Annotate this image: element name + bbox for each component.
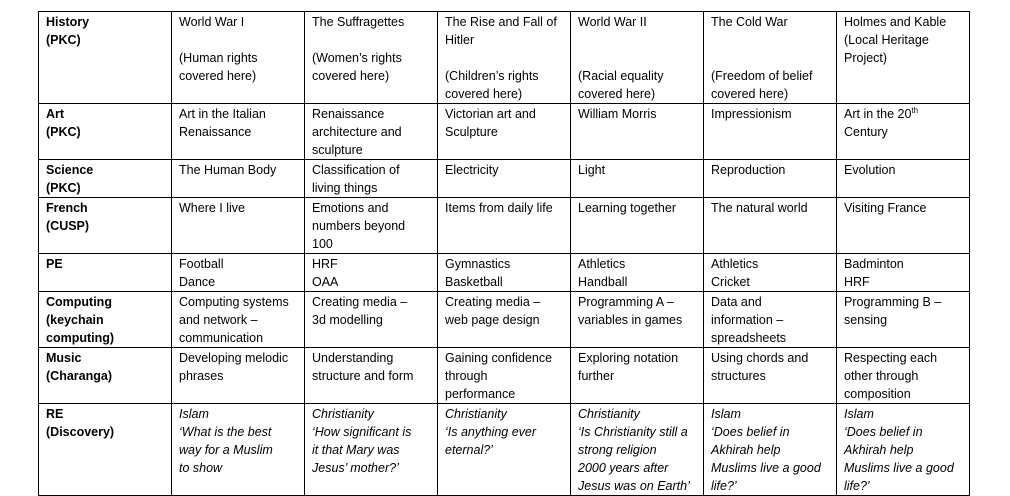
topic-cell: [172, 104, 305, 160]
topic-text-line: Christianity: [578, 407, 640, 421]
topic-text-line: [578, 49, 699, 67]
topic-cell: [305, 160, 438, 198]
table-row: [39, 104, 970, 160]
topic-text-line: Respecting each: [844, 351, 938, 365]
topic-text-line: Exploring notation: [578, 351, 679, 365]
topic-text-line: Cricket: [711, 275, 750, 289]
topic-cell: [704, 160, 837, 198]
topic-text-line: covered here): [711, 87, 789, 101]
topic-text-line: (Local Heritage: [844, 33, 929, 47]
topic-text-line: sculpture: [312, 143, 363, 157]
subject-cell: [39, 348, 172, 404]
topic-cell: [305, 404, 438, 496]
topic-cell: [172, 292, 305, 348]
topic-cell: [172, 160, 305, 198]
topic-cell: [438, 160, 571, 198]
topic-cell: [571, 104, 704, 160]
topic-text-line: [312, 31, 433, 49]
topic-cell: [571, 160, 704, 198]
topic-text-line: performance: [445, 387, 516, 401]
topic-text-line: communication: [179, 331, 264, 345]
topic-cell: [438, 254, 571, 292]
topic-text-line: Islam: [179, 407, 209, 421]
topic-text-line: ‘How significant is: [312, 425, 412, 439]
topic-cell: [837, 160, 970, 198]
subject-label-line: (CUSP): [46, 219, 90, 233]
subject-label-line: (PKC): [46, 125, 81, 139]
topic-text-line: (Women’s rights: [312, 51, 402, 65]
topic-text-line: Gymnastics: [445, 257, 511, 271]
topic-text-line: Christianity: [312, 407, 374, 421]
topic-cell: [704, 254, 837, 292]
topic-text-line: ‘Does belief in: [711, 425, 790, 439]
topic-text-line: ‘Is anything ever: [445, 425, 537, 439]
topic-text-line: Gaining confidence: [445, 351, 553, 365]
subject-label-line: French: [46, 201, 88, 215]
topic-cell: [704, 292, 837, 348]
ordinal-superscript: th: [911, 105, 919, 115]
topic-cell: [305, 198, 438, 254]
topic-text-line: architecture and: [312, 125, 402, 139]
subject-cell: [39, 160, 172, 198]
subject-label-line: (PKC): [46, 181, 81, 195]
topic-text-line: Akhirah help: [844, 443, 914, 457]
topic-text-line: Jesus’ mother?’: [312, 461, 399, 475]
subject-cell: [39, 198, 172, 254]
topic-text-line: eternal?’: [445, 443, 493, 457]
topic-text-line: OAA: [312, 275, 339, 289]
topic-text-line: 2000 years after: [578, 461, 669, 475]
table-row: [39, 12, 970, 104]
topic-text-line: spreadsheets: [711, 331, 787, 345]
topic-text-line: The Suffragettes: [312, 15, 405, 29]
topic-text-line: further: [578, 369, 615, 383]
topic-text-line: The Human Body: [179, 163, 277, 177]
topic-cell: [305, 254, 438, 292]
topic-text-line: Where I live: [179, 201, 245, 215]
topic-cell: [438, 348, 571, 404]
topic-cell: [837, 254, 970, 292]
subject-label-line: History: [46, 15, 90, 29]
topic-cell: [704, 12, 837, 104]
topic-text-line: Athletics: [711, 257, 759, 271]
topic-text-line: through: [445, 369, 488, 383]
topic-text-line: Light: [578, 163, 606, 177]
topic-text-line: The Rise and Fall of: [445, 15, 557, 29]
topic-text-line: Badminton: [844, 257, 904, 271]
subject-label-line: computing): [46, 331, 115, 345]
topic-text-line: Learning together: [578, 201, 676, 215]
topic-cell: [438, 404, 571, 496]
subject-label-line: (PKC): [46, 33, 81, 47]
topic-cell: [837, 292, 970, 348]
topic-text-line: sensing: [844, 313, 888, 327]
topic-text-line: [711, 31, 832, 49]
topic-text: Art in the 20: [844, 107, 912, 121]
curriculum-table: [38, 11, 970, 496]
subject-cell: [39, 254, 172, 292]
subject-label-line: (Charanga): [46, 369, 112, 383]
topic-text-line: [445, 49, 566, 67]
topic-text-line: Muslims live a good: [844, 461, 954, 475]
table-row: [39, 348, 970, 404]
topic-text-line: Understanding: [312, 351, 394, 365]
topic-cell: [438, 12, 571, 104]
topic-text-line: [578, 31, 699, 49]
subject-label-line: PE: [46, 257, 63, 271]
topic-text-line: Programming B –: [844, 295, 942, 309]
topic-cell: [837, 104, 970, 160]
table-row: [39, 404, 970, 496]
topic-text-line: Project): [844, 51, 888, 65]
topic-text-line: information –: [711, 313, 784, 327]
topic-cell: [571, 292, 704, 348]
topic-text-line: (Human rights: [179, 51, 258, 65]
topic-text-line: covered here): [445, 87, 523, 101]
topic-text-line: Hitler: [445, 33, 475, 47]
topic-text-line: Handball: [578, 275, 628, 289]
topic-text-line: World War II: [578, 15, 647, 29]
table-row: [39, 254, 970, 292]
topic-cell: [704, 404, 837, 496]
topic-text-line: Renaissance: [312, 107, 385, 121]
topic-text-line: The Cold War: [711, 15, 788, 29]
topic-cell: [172, 348, 305, 404]
topic-cell: [704, 198, 837, 254]
topic-text-line: Data and: [711, 295, 762, 309]
topic-text-line: Electricity: [445, 163, 499, 177]
topic-text-line: covered here): [179, 69, 257, 83]
topic-cell: [704, 104, 837, 160]
topic-text-line: ‘Does belief in: [844, 425, 923, 439]
topic-cell: [172, 12, 305, 104]
topic-text-line: Emotions and: [312, 201, 389, 215]
topic-text-line: Computing systems: [179, 295, 289, 309]
topic-text-line: Developing melodic: [179, 351, 289, 365]
topic-text-line: Islam: [711, 407, 741, 421]
topic-text-line: Classification of: [312, 163, 400, 177]
curriculum-table-body: [39, 12, 970, 496]
topic-text-line: Athletics: [578, 257, 626, 271]
topic-cell: [837, 348, 970, 404]
topic-text-line: World War I: [179, 15, 245, 29]
topic-cell: [172, 198, 305, 254]
topic-text-line: Reproduction: [711, 163, 786, 177]
topic-text-line: Holmes and Kable: [844, 15, 947, 29]
topic-text-line: 100: [312, 237, 333, 251]
topic-text-line: Islam: [844, 407, 874, 421]
topic-text-line: Football: [179, 257, 224, 271]
topic-text-line: Basketball: [445, 275, 503, 289]
subject-label-line: RE: [46, 407, 64, 421]
topic-text-line: ‘What is the best: [179, 425, 272, 439]
subject-cell: [39, 292, 172, 348]
topic-cell: [571, 254, 704, 292]
topic-text-line: [844, 105, 965, 123]
topic-text-line: strong religion: [578, 443, 657, 457]
topic-cell: [305, 292, 438, 348]
topic-text-line: William Morris: [578, 107, 657, 121]
topic-text-line: Renaissance: [179, 125, 252, 139]
topic-cell: [837, 404, 970, 496]
topic-cell: [571, 12, 704, 104]
topic-text-line: Muslims live a good: [711, 461, 821, 475]
topic-text-line: variables in games: [578, 313, 683, 327]
subject-label-line: (Discovery): [46, 425, 115, 439]
topic-text-line: Sculpture: [445, 125, 498, 139]
topic-text-line: Jesus was on Earth’: [578, 479, 690, 493]
topic-text-line: (Racial equality: [578, 69, 664, 83]
topic-text-line: web page design: [445, 313, 540, 327]
topic-text-line: and network –: [179, 313, 258, 327]
subject-label-line: Music: [46, 351, 82, 365]
topic-text-line: Visiting France: [844, 201, 927, 215]
topic-text-line: Art in the Italian: [179, 107, 266, 121]
topic-text-line: covered here): [578, 87, 656, 101]
topic-text-line: [711, 49, 832, 67]
table-row: [39, 198, 970, 254]
topic-cell: [305, 104, 438, 160]
topic-cell: [438, 104, 571, 160]
topic-text-line: Creating media –: [445, 295, 541, 309]
topic-text-line: HRF: [312, 257, 338, 271]
topic-cell: [172, 404, 305, 496]
topic-cell: [172, 254, 305, 292]
topic-text-line: life?’: [711, 479, 737, 493]
topic-text-line: composition: [844, 387, 911, 401]
topic-text-line: structures: [711, 369, 766, 383]
topic-text-line: to show: [179, 461, 223, 475]
topic-text-line: way for a Muslim: [179, 443, 273, 457]
topic-text-line: Items from daily life: [445, 201, 553, 215]
topic-cell: [305, 348, 438, 404]
topic-text-line: covered here): [312, 69, 390, 83]
topic-text-line: Century: [844, 125, 888, 139]
topic-text-line: numbers beyond: [312, 219, 406, 233]
topic-text-line: (Children’s rights: [445, 69, 539, 83]
topic-text-line: Impressionism: [711, 107, 792, 121]
topic-cell: [837, 12, 970, 104]
topic-text-line: The natural world: [711, 201, 808, 215]
topic-cell: [305, 12, 438, 104]
topic-text-line: other through: [844, 369, 919, 383]
topic-text-line: 3d modelling: [312, 313, 383, 327]
topic-cell: [704, 348, 837, 404]
subject-label-line: (keychain: [46, 313, 104, 327]
table-row: [39, 292, 970, 348]
topic-text-line: HRF: [844, 275, 870, 289]
topic-text-line: Creating media –: [312, 295, 408, 309]
subject-cell: [39, 104, 172, 160]
subject-cell: [39, 404, 172, 496]
topic-text-line: phrases: [179, 369, 224, 383]
topic-text-line: structure and form: [312, 369, 414, 383]
topic-text-line: living things: [312, 181, 378, 195]
subject-label-line: Art: [46, 107, 65, 121]
topic-cell: [438, 198, 571, 254]
topic-cell: [837, 198, 970, 254]
subject-label-line: Science: [46, 163, 94, 177]
topic-text-line: it that Mary was: [312, 443, 400, 457]
topic-text-line: Christianity: [445, 407, 507, 421]
topic-text-line: Victorian art and: [445, 107, 536, 121]
topic-text-line: ‘Is Christianity still a: [578, 425, 688, 439]
topic-text-line: Using chords and: [711, 351, 809, 365]
topic-text-line: [179, 31, 300, 49]
topic-text-line: Programming A –: [578, 295, 674, 309]
subject-label-line: Computing: [46, 295, 112, 309]
topic-cell: [438, 292, 571, 348]
topic-text-line: (Freedom of belief: [711, 69, 813, 83]
topic-cell: [571, 198, 704, 254]
topic-text-line: Akhirah help: [711, 443, 781, 457]
subject-cell: [39, 12, 172, 104]
table-row: [39, 160, 970, 198]
topic-text-line: Evolution: [844, 163, 896, 177]
topic-cell: [571, 404, 704, 496]
topic-cell: [571, 348, 704, 404]
topic-text-line: life?’: [844, 479, 870, 493]
topic-text-line: Dance: [179, 275, 216, 289]
